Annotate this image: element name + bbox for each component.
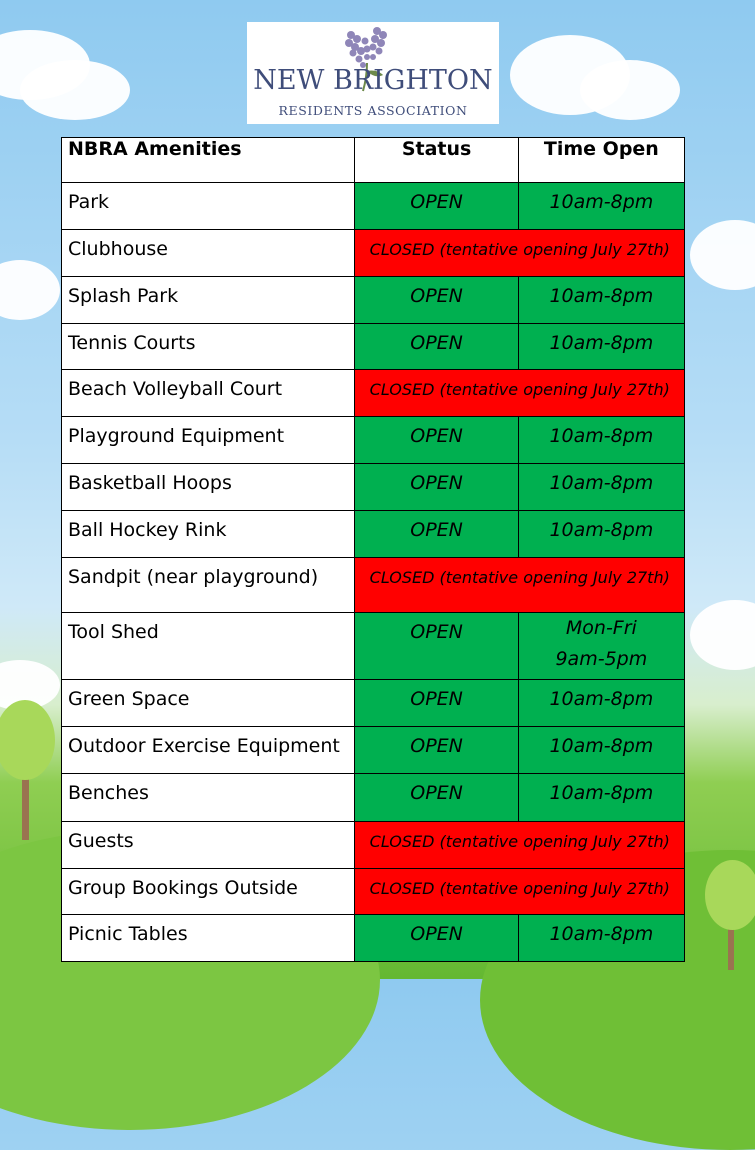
status-open: OPEN xyxy=(355,417,518,464)
time-open: 10am-8pm xyxy=(518,464,684,511)
amenity-name: Splash Park xyxy=(62,277,355,324)
amenity-name: Playground Equipment xyxy=(62,417,355,464)
time-open: 10am-8pm xyxy=(518,727,684,774)
status-open: OPEN xyxy=(355,511,518,558)
table-row xyxy=(62,613,685,680)
status-open: OPEN xyxy=(355,464,518,511)
amenity-name: Benches xyxy=(62,774,355,822)
table-row xyxy=(62,324,685,370)
amenity-name: Tool Shed xyxy=(62,613,355,680)
amenity-name: Clubhouse xyxy=(62,230,355,277)
header-time-open: Time Open xyxy=(518,138,684,183)
table-row xyxy=(62,417,685,464)
table-row xyxy=(62,230,685,277)
amenity-name: Sandpit (near playground) xyxy=(62,558,355,613)
time-open: 10am-8pm xyxy=(518,511,684,558)
header-amenities: NBRA Amenities xyxy=(62,138,355,183)
table-row xyxy=(62,558,685,613)
table-row xyxy=(62,822,685,869)
cloud xyxy=(0,260,60,320)
tree-top xyxy=(705,860,755,930)
logo-title: NEW BRIGHTON xyxy=(253,65,493,96)
time-open-line: Mon-Fri xyxy=(565,617,637,639)
time-open-line: 9am-5pm xyxy=(555,648,648,670)
status-open: OPEN xyxy=(355,324,518,370)
status-open: OPEN xyxy=(355,183,518,230)
table-row xyxy=(62,511,685,558)
tree-top xyxy=(0,700,55,780)
amenities-table xyxy=(61,137,685,962)
amenity-name: Green Space xyxy=(62,680,355,727)
amenity-name: Group Bookings Outside xyxy=(62,869,355,915)
cloud xyxy=(580,60,680,120)
time-open: 10am-8pm xyxy=(518,680,684,727)
time-open: 10am-8pm xyxy=(518,774,684,822)
amenity-name: Tennis Courts xyxy=(62,324,355,370)
nbra-logo xyxy=(247,22,499,124)
time-open: 10am-8pm xyxy=(518,324,684,370)
header-status: Status xyxy=(355,138,518,183)
amenity-name: Basketball Hoops xyxy=(62,464,355,511)
status-closed: CLOSED (tentative opening July 27th) xyxy=(355,230,685,277)
cloud xyxy=(690,220,755,290)
time-open: 10am-8pm xyxy=(518,183,684,230)
time-open: 10am-8pm xyxy=(518,417,684,464)
cloud xyxy=(690,600,755,670)
table-row xyxy=(62,277,685,324)
amenity-name: Beach Volleyball Court xyxy=(62,370,355,417)
status-closed: CLOSED (tentative opening July 27th) xyxy=(355,822,685,869)
status-open: OPEN xyxy=(355,774,518,822)
amenity-name: Picnic Tables xyxy=(62,915,355,962)
status-open: OPEN xyxy=(355,680,518,727)
table-row xyxy=(62,370,685,417)
status-closed: CLOSED (tentative opening July 27th) xyxy=(355,370,685,417)
table-row xyxy=(62,869,685,915)
table-row xyxy=(62,915,685,962)
amenity-name: Outdoor Exercise Equipment xyxy=(62,727,355,774)
status-closed: CLOSED (tentative opening July 27th) xyxy=(355,869,685,915)
cloud xyxy=(20,60,130,120)
status-open: OPEN xyxy=(355,915,518,962)
status-closed: CLOSED (tentative opening July 27th) xyxy=(355,558,685,613)
amenity-name: Park xyxy=(62,183,355,230)
time-open: 10am-8pm xyxy=(518,915,684,962)
amenity-name: Ball Hockey Rink xyxy=(62,511,355,558)
table-row xyxy=(62,183,685,230)
table-header-row xyxy=(62,138,685,183)
table-row xyxy=(62,464,685,511)
table-row xyxy=(62,774,685,822)
logo-subtitle: RESIDENTS ASSOCIATION xyxy=(278,103,468,118)
table-row xyxy=(62,727,685,774)
status-open: OPEN xyxy=(355,613,518,680)
table-row xyxy=(62,680,685,727)
status-open: OPEN xyxy=(355,277,518,324)
amenity-name: Guests xyxy=(62,822,355,869)
time-open: 10am-8pm xyxy=(518,277,684,324)
time-open xyxy=(518,613,684,680)
status-open: OPEN xyxy=(355,727,518,774)
